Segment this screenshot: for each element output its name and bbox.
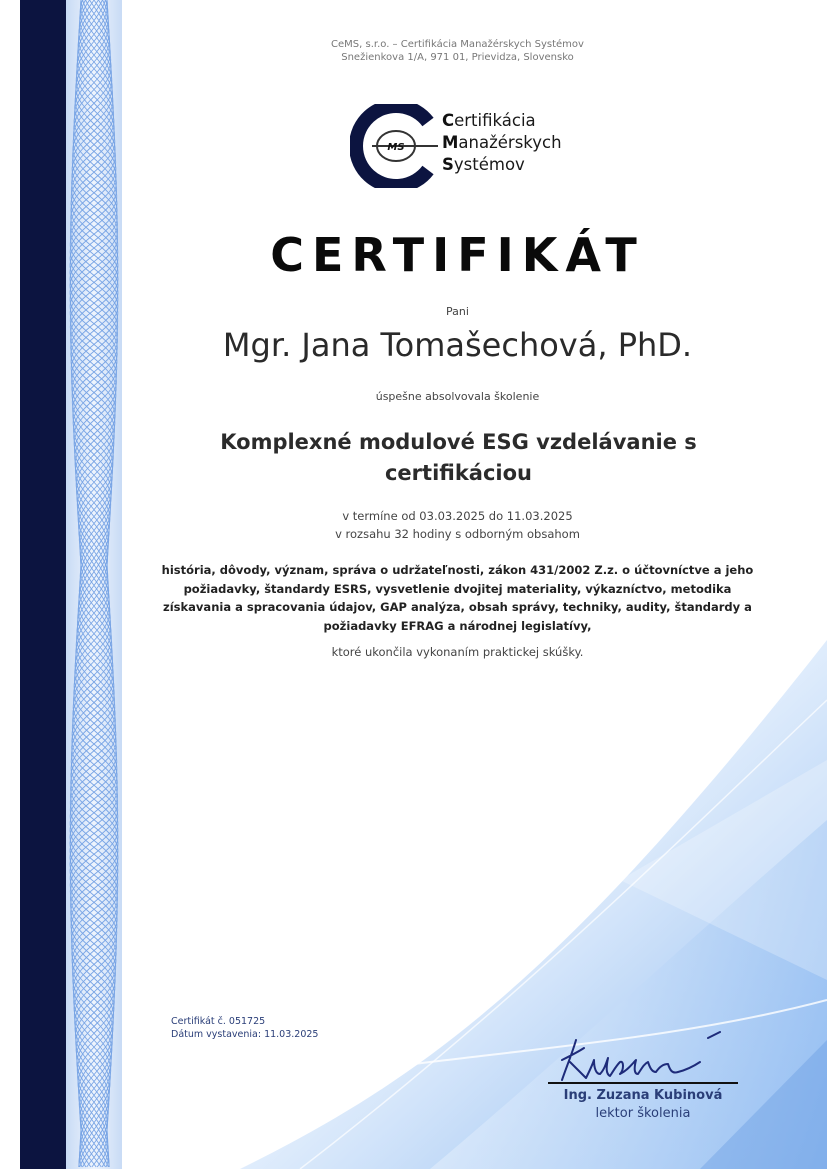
signatory-name: Ing. Zuzana Kubinová: [563, 1088, 723, 1103]
salutation: Pani: [446, 305, 469, 318]
handwritten-signature: [548, 1030, 738, 1085]
issuer-header: [130, 38, 785, 64]
recipient-name: Mgr. Jana Tomašechová, PhD.: [222, 326, 693, 364]
certificate-title: CERTIFIKÁT: [270, 228, 645, 282]
certificate-meta: [171, 1015, 318, 1041]
issuer-address: Snežienkova 1/A, 971 01, Prievidza, Slovensko: [341, 52, 574, 63]
course-topics: história, dôvody, význam, správa o udržateľnosti, zákon 431/2002 Z.z. o účtovníctve a jeho požiadavky, štandardy ESRS, vysvetlenie dvojitej materiality, výkazníctvo, metodika získavania a spracovania údajov, GAP analýza, obsah správy, techniky, audity, štandardy a požiadavky EFRAG a národnej legislatívy,: [161, 563, 754, 633]
cems-logo-mark: [350, 104, 440, 188]
course-term: [130, 507, 785, 543]
course-scope: v rozsahu 32 hodiny s odborným obsahom: [335, 527, 580, 541]
signatory-role: lektor školenia: [595, 1106, 691, 1121]
certificate-number: Certifikát č. 051725: [171, 1016, 266, 1027]
course-title: Komplexné modulové ESG vzdelávanie s certifikáciou: [220, 430, 697, 485]
exam-statement: ktoré ukončila vykonaním praktickej skúšky.: [331, 645, 584, 659]
issue-date: Dátum vystavenia: 11.03.2025: [171, 1029, 319, 1040]
issuer-name: CeMS, s.r.o. – Certifikácia Manažérskych Systémov: [331, 39, 584, 50]
signature-line: [548, 1082, 738, 1084]
cems-logo: [350, 104, 580, 188]
logo-wordmark: Certifikácia Manažérskych Systémov: [442, 111, 562, 174]
course-dates: v termíne od 03.03.2025 do 11.03.2025: [342, 509, 573, 523]
svg-text:MS: MS: [387, 142, 405, 153]
completion-statement: úspešne absolvovala školenie: [375, 390, 540, 403]
